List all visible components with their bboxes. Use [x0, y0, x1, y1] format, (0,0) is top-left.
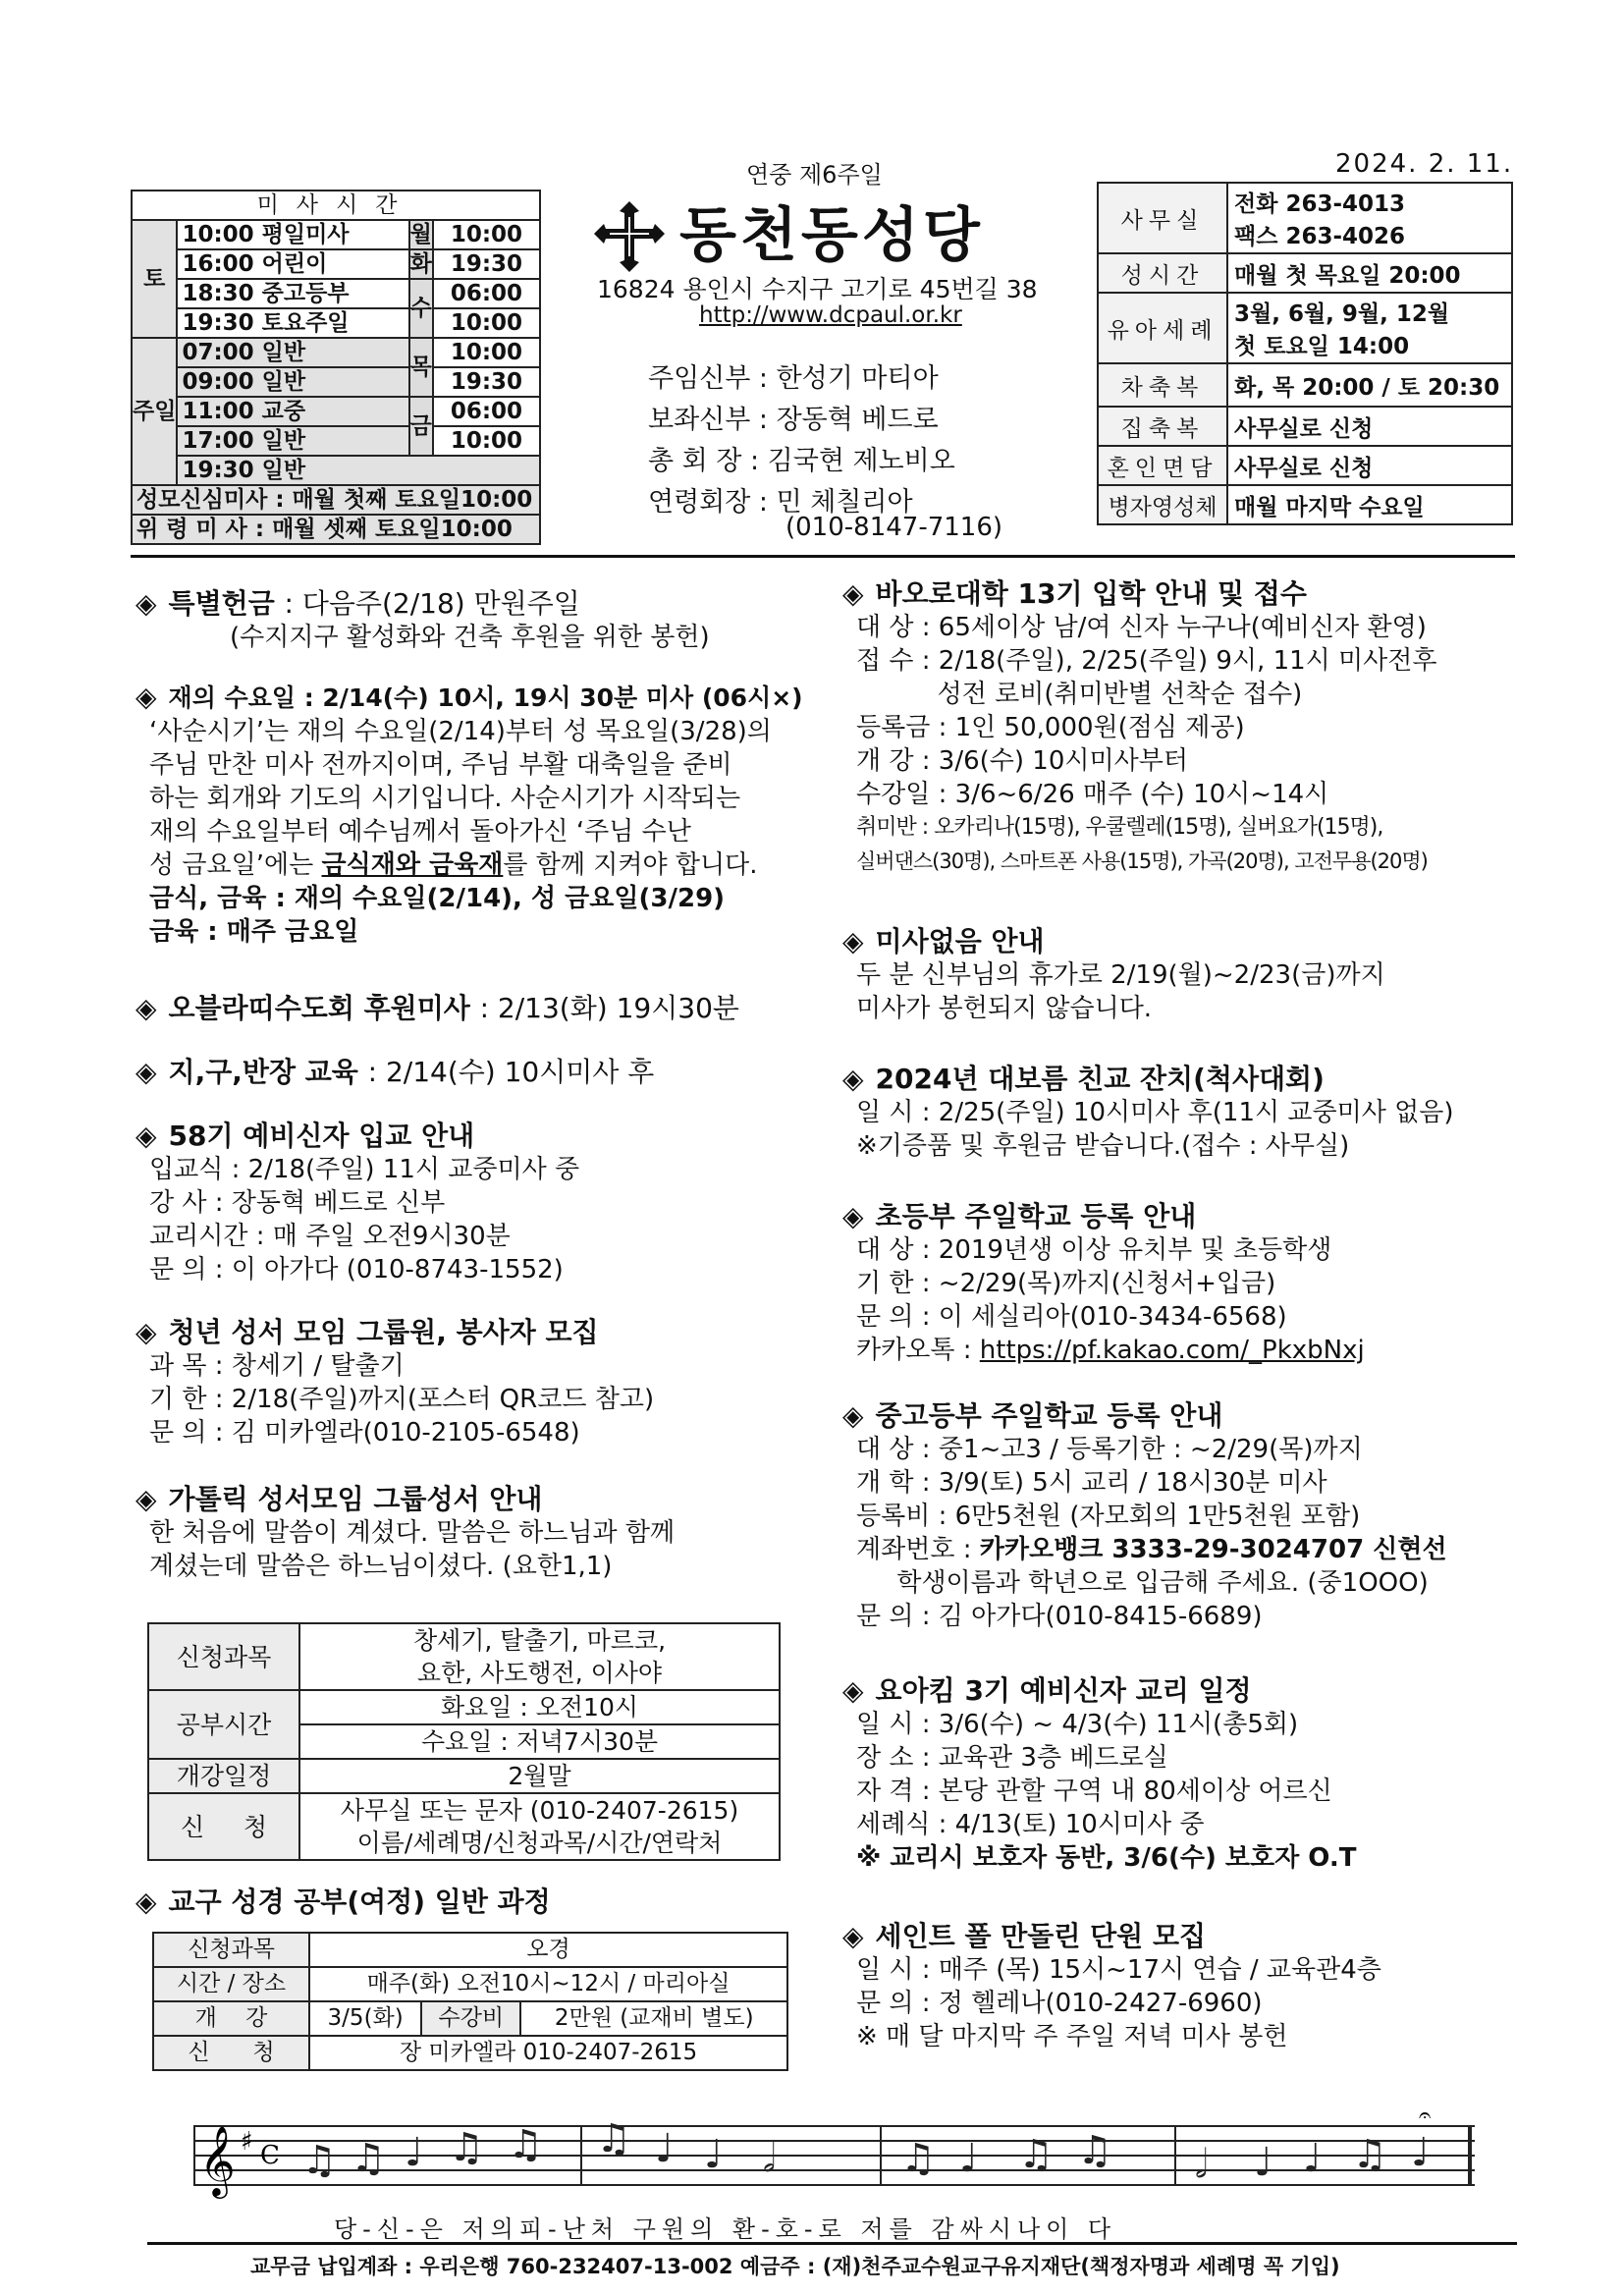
table-label: 신청과목 — [148, 1623, 299, 1690]
sat-mass: 16:00 어린이 — [177, 249, 408, 279]
staff-funeral-chair: 연령회장 : 민 체칠리아 — [648, 487, 913, 518]
svg-text:♫: ♫ — [508, 2122, 543, 2167]
weekday-mon: 월 — [409, 222, 432, 247]
weekday-time: 10:00 — [433, 338, 540, 367]
weekday-tue: 화 — [409, 251, 432, 277]
sick-communion-value: 매월 마지막 수요일 — [1227, 485, 1512, 524]
weekday-fri: 금 — [409, 397, 433, 456]
section-middle-high-school: ◈ 중고등부 주일학교 등록 안내 대 상 : 중1~고3 / 등록기한 : ~2/29(목)까지 개 학 : 3/9(토) 5시 교리 / 18시30분 미사 등록비 : 6만5천원 (자모회의 1만5천원 포함) 계좌번호 : 카카오뱅크 3333-29-3024707 신현선 학생이름과 학년으로 입금해 주세요. (중1OOO) 문 의 : 김 아가다(010-8415-6689) — [842, 1399, 1447, 1631]
footer-divider — [147, 2242, 1517, 2245]
office-phone: 전화 263-4013 — [1234, 191, 1406, 217]
weekday-time: 10:00 — [433, 220, 540, 249]
svg-text:♩: ♩ — [1411, 2130, 1430, 2175]
weekday-time: 19:30 — [433, 249, 540, 279]
section-paul-university: ◈ 바오로대학 13기 입학 안내 및 접수 대 상 : 65세이상 남/여 신자 누구나(예비신자 환영) 접 수 : 2/18(주일), 2/25(주일) 9시, 11시 미사전후 성전 로비(취미반별 선착순 접수) 등록금 : 1인 50,000원(점심 제공) 개 강 : 3/6(수) 10시미사부터 수강일 : 3/6~6/26 매주 (수) 10시~14시 취미반 : 오카리나(15명), 우쿨렐레(15명), 실버요가(15명), 실버댄스(30명), 스마트폰 사용(15명), 가곡(20명), 고전무용(20명) — [842, 577, 1437, 873]
diamond-bullet-icon: ◈ — [135, 1316, 157, 1348]
svg-text:♫: ♫ — [1077, 2128, 1112, 2173]
weekday-time: 10:00 — [433, 426, 540, 456]
infant-baptism-months: 3월, 6월, 9월, 12월 — [1234, 301, 1450, 327]
diamond-bullet-icon: ◈ — [842, 1920, 864, 1952]
office-label: 사무실 — [1098, 183, 1227, 253]
svg-text:♩: ♩ — [959, 2136, 978, 2181]
diamond-bullet-icon: ◈ — [135, 992, 157, 1024]
sun-mass: 07:00 일반 — [177, 338, 408, 367]
sunday-name: 연중 제6주일 — [746, 161, 883, 189]
svg-text:♫: ♫ — [596, 2116, 631, 2161]
time-signature: C — [260, 2141, 280, 2170]
diamond-bullet-icon: ◈ — [135, 1120, 157, 1152]
section-no-mass-notice: ◈ 미사없음 안내 두 분 신부님의 휴가로 2/19(월)~2/23(금)까지 미사가 봉헌되지 않습니다. — [842, 925, 1385, 1023]
sat-mass: 10:00 평일미사 — [177, 220, 408, 249]
table-label: 공부시간 — [148, 1690, 299, 1759]
mass-schedule-title: 미사시간 — [132, 191, 540, 220]
sun-mass: 17:00 일반 — [177, 426, 408, 456]
weekday-time: 06:00 — [433, 279, 540, 308]
parish-address: 16824 용인시 수지구 고기로 45번길 38 — [597, 275, 1038, 303]
diamond-bullet-icon: ◈ — [135, 1483, 157, 1515]
mass-schedule-table — [131, 190, 541, 545]
sunday-label: 주일 — [132, 338, 177, 485]
svg-text:♫: ♫ — [301, 2138, 337, 2183]
svg-text:𝅗𝅥: 𝅗𝅥 — [1195, 2142, 1208, 2187]
bible-study-table: 신청과목 창세기, 탈출기, 마르코, 요한, 사도행전, 이사야 공부시간 화요일 : 오전10시 수요일 : 저녁7시30분 개강일정 2월말 신 청 사무실 또는 문자 (010-2407-2615) 이름/세례명/신청과목/시간/연락처 — [147, 1622, 781, 1861]
diamond-bullet-icon: ◈ — [135, 1886, 157, 1918]
special-mass: 성모신심미사 : 매월 첫째 토요일10:00 — [132, 485, 540, 515]
section-full-moon-festival: ◈ 2024년 대보름 친교 잔치(척사대회) 일 시 : 2/25(주일) 10시미사 후(11시 교중미사 없음) ※기증품 및 후원금 받습니다.(접수 : 사무실) — [842, 1063, 1454, 1161]
section-ash-wednesday: ◈ 재의 수요일 : 2/14(수) 10시, 19시 30분 미사 (06시×) ‘사순시기’는 재의 수요일(2/14)부터 성 목요일(3/28)의 주님 만찬 미사 전까지이며, 주님 부활 대축일을 준비 하는 회개와 기도의 시기입니다. 사순시기가 시작되는 재의 수요일부터 예수님께서 돌아가신 ‘주님 수난 성 금요일’에는 금식재와 금육재를 함께 지켜야 합니다. 금식, 금육 : 재의 수요일(2/14), 성 금요일(3/29) 금육 : 매주 금요일 — [135, 681, 803, 947]
sun-mass: 11:00 교중 — [177, 397, 408, 426]
weekday-thu: 목 — [409, 338, 433, 397]
header-divider — [131, 555, 1515, 558]
infant-baptism-time: 첫 토요일 14:00 — [1234, 334, 1410, 359]
treble-clef-icon: 𝄞 — [199, 2124, 236, 2196]
section-elementary-school: ◈ 초등부 주일학교 등록 안내 대 상 : 2019년생 이상 유치부 및 초등학생 기 한 : ~2/29(목)까지(신청서+입금) 문 의 : 이 세실리아(010-3434-6568) 카카오톡 : https://pf.kakao.com/_PkxbNxj — [842, 1200, 1365, 1365]
diamond-bullet-icon: ◈ — [135, 1056, 157, 1088]
holy-hour-value: 매월 첫 목요일 20:00 — [1227, 253, 1512, 293]
infant-baptism-label: 유아세례 — [1098, 293, 1227, 363]
house-blessing-value: 사무실로 신청 — [1227, 407, 1512, 446]
saturday-label: 토 — [132, 220, 177, 338]
diamond-bullet-icon: ◈ — [842, 577, 864, 610]
weekday-wed: 수 — [409, 279, 433, 338]
holy-hour-label: 성시간 — [1098, 253, 1227, 293]
office-fax: 팩스 263-4026 — [1234, 224, 1406, 249]
cross-logo-icon — [594, 201, 665, 272]
car-blessing-label: 차축복 — [1098, 363, 1227, 407]
sick-communion-label: 병자영성체 — [1098, 485, 1227, 524]
special-mass: 위 령 미 사 : 매월 셋째 토요일10:00 — [132, 515, 540, 544]
section-diocese-bible-course: ◈ 교구 성경 공부(여정) 일반 과정 — [135, 1886, 551, 1918]
svg-text:♫: ♫ — [1018, 2132, 1054, 2177]
svg-text:♩: ♩ — [655, 2126, 674, 2171]
svg-text:♫: ♫ — [351, 2136, 386, 2181]
car-blessing-value: 화, 목 20:00 / 토 20:30 — [1227, 363, 1512, 407]
sun-mass: 09:00 일반 — [177, 367, 408, 397]
diamond-bullet-icon: ◈ — [135, 587, 157, 620]
staff-assistant: 보좌신부 : 장동혁 베드로 — [648, 405, 939, 435]
parish-name: 동천동성당 — [679, 201, 984, 270]
diamond-bullet-icon: ◈ — [842, 1063, 864, 1095]
svg-text:♩: ♩ — [405, 2130, 423, 2175]
diamond-bullet-icon: ◈ — [842, 925, 864, 957]
staff-pastor: 주임신부 : 한성기 마티아 — [648, 363, 939, 394]
parish-website-link[interactable]: http://www.dcpaul.or.kr — [699, 302, 962, 328]
section-special-offering: ◈ 특별헌금 : 다음주(2/18) 만원주일 (수지지구 활성화와 건축 후원을 위한 봉헌) — [135, 587, 710, 652]
bulletin-date: 2024. 2. 11. — [1335, 149, 1514, 179]
staff-president: 총 회 장 : 김국현 제노비오 — [648, 446, 955, 476]
table-label: 개강일정 — [148, 1759, 299, 1793]
svg-text:♫: ♫ — [900, 2136, 936, 2181]
weekday-time: 10:00 — [433, 308, 540, 338]
hymn-lyrics: 당-신-은 저의피-난처 구원의 환-호-로 저를 감싸시나이 다 — [334, 2215, 1117, 2243]
weekday-time: 19:30 — [433, 367, 540, 397]
sat-mass: 19:30 토요주일 — [177, 308, 408, 338]
diamond-bullet-icon: ◈ — [842, 1200, 864, 1232]
weekday-time: 06:00 — [433, 397, 540, 426]
fermata-icon: 𝄐 — [1419, 2106, 1432, 2128]
footer-account-info: 교무금 납입계좌 : 우리은행 760-232407-13-002 예금주 : (재)천주교수원교구유지재단(책정자명과 세례명 꼭 기입) — [250, 2255, 1340, 2278]
svg-text:♩: ♩ — [1303, 2136, 1322, 2181]
office-info-table — [1097, 182, 1513, 525]
diamond-bullet-icon: ◈ — [135, 681, 157, 713]
section-catechumen-58: ◈ 58기 예비신자 입교 안내 입교식 : 2/18(주일) 11시 교중미사 중 강 사 : 장동혁 베드로 신부 교리시간 : 매 주일 오전9시30분 문 의 : 이 아가다 (010-8743-1552) — [135, 1120, 580, 1285]
sharp-icon: ♯ — [241, 2127, 253, 2157]
staff-list — [648, 358, 955, 523]
svg-text:♫: ♫ — [1352, 2132, 1387, 2177]
staff-phone: (010-8147-7116) — [785, 513, 1003, 542]
section-leader-education: ◈ 지,구,반장 교육 : 2/14(수) 10시미사 후 — [135, 1056, 655, 1088]
sun-mass: 19:30 일반 — [177, 456, 540, 485]
diamond-bullet-icon: ◈ — [842, 1674, 864, 1707]
diamond-bullet-icon: ◈ — [842, 1399, 864, 1432]
section-mandolin-recruit: ◈ 세인트 폴 만돌린 단원 모집 일 시 : 매주 (목) 15시~17시 연습 / 교육관4층 문 의 : 정 헬레나(010-2427-6960) ※ 매 달 마지막 주 주일 저녁 미사 봉헌 — [842, 1920, 1381, 2051]
kakao-link[interactable]: https://pf.kakao.com/_PkxbNxj — [979, 1336, 1365, 1365]
svg-text:♩: ♩ — [1254, 2140, 1272, 2185]
section-joachim-catechism: ◈ 요아킴 3기 예비신자 교리 일정 일 시 : 3/6(수) ~ 4/3(수) 11시(총5회) 장 소 : 교육관 3층 베드로실 자 격 : 본당 관할 구역 내 80세이상 어르신 세례식 : 4/13(토) 10시미사 중 ※ 교리시 보호자 동반, 3/6(수) 보호자 O.T — [842, 1674, 1357, 1873]
sat-mass: 18:30 중고등부 — [177, 279, 408, 308]
marriage-value: 사무실로 신청 — [1227, 446, 1512, 485]
table-label: 신 청 — [148, 1793, 299, 1860]
svg-text:♩: ♩ — [704, 2132, 723, 2177]
section-catholic-bible-study: ◈ 가톨릭 성서모임 그룹성서 안내 한 처음에 말씀이 계셨다. 말씀은 하느님과 함께 계셨는데 말씀은 하느님이셨다. (요한1,1) — [135, 1483, 676, 1581]
svg-text:♫: ♫ — [449, 2125, 484, 2170]
diocese-course-table: 신청과목 오경 시간 / 장소 매주(화) 오전10시~12시 / 마리아실 개 강 3/5(화) 수강비 2만원 (교재비 별도) 신 청 장 미카엘라 010-2407-2615 — [152, 1932, 788, 2071]
music-staff — [193, 2106, 1475, 2200]
house-blessing-label: 집축복 — [1098, 407, 1227, 446]
svg-text:𝅗𝅥: 𝅗𝅥 — [763, 2136, 776, 2181]
section-oblate-mass: ◈ 오블라띠수도회 후원미사 : 2/13(화) 19시30분 — [135, 992, 739, 1024]
section-youth-bible-group: ◈ 청년 성서 모임 그룹원, 봉사자 모집 과 목 : 창세기 / 탈출기 기 한 : 2/18(주일)까지(포스터 QR코드 참고) 문 의 : 김 미카엘라(010-2105-6548) — [135, 1316, 655, 1448]
marriage-label: 혼인면담 — [1098, 446, 1227, 485]
